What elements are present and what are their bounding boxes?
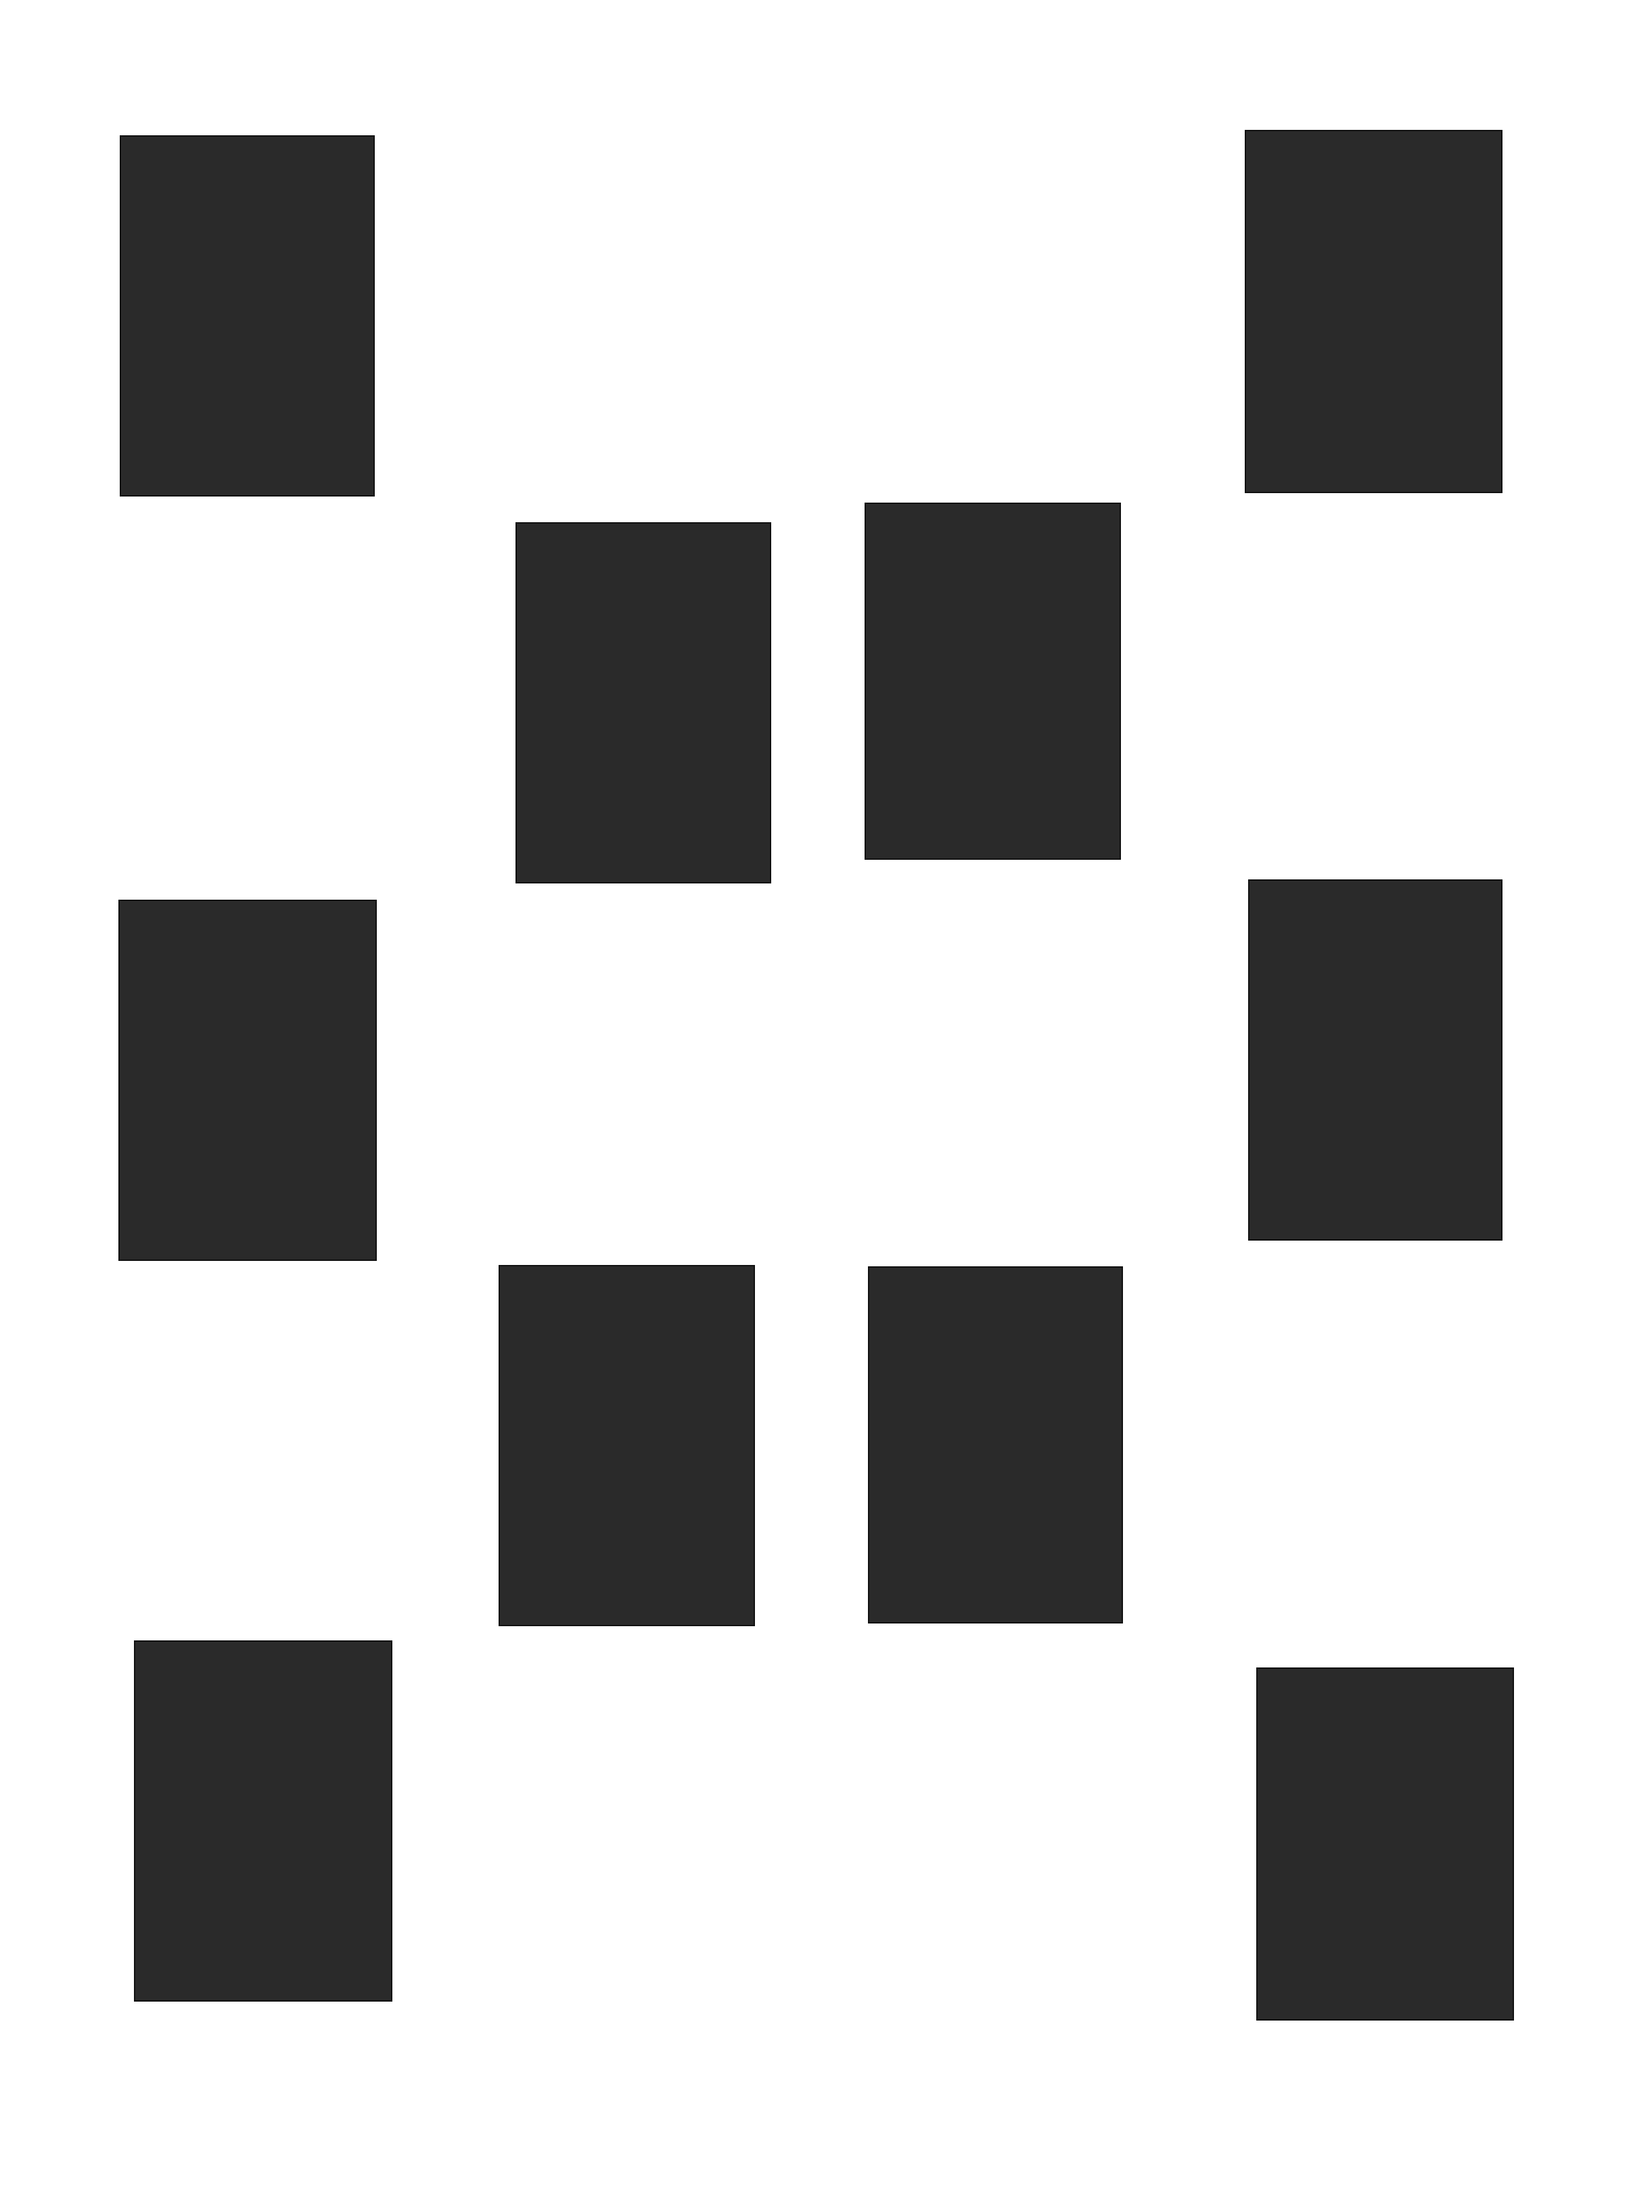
photo-faith-rosensweig <box>1256 1667 1514 2021</box>
photo-debby-ross <box>1248 879 1502 1241</box>
photo-janet-rosenthal <box>868 1266 1123 1623</box>
photo-barbara-rosen <box>134 1640 392 2002</box>
photo-wendy-rosen <box>865 503 1121 860</box>
photo-jon-reider <box>120 135 375 497</box>
photo-eileen-richer <box>515 522 771 883</box>
photo-rhona-richman-2 <box>499 1265 755 1626</box>
photo-sheryl-rosen <box>1245 130 1502 493</box>
photo-rhona-richman-1 <box>118 900 377 1261</box>
